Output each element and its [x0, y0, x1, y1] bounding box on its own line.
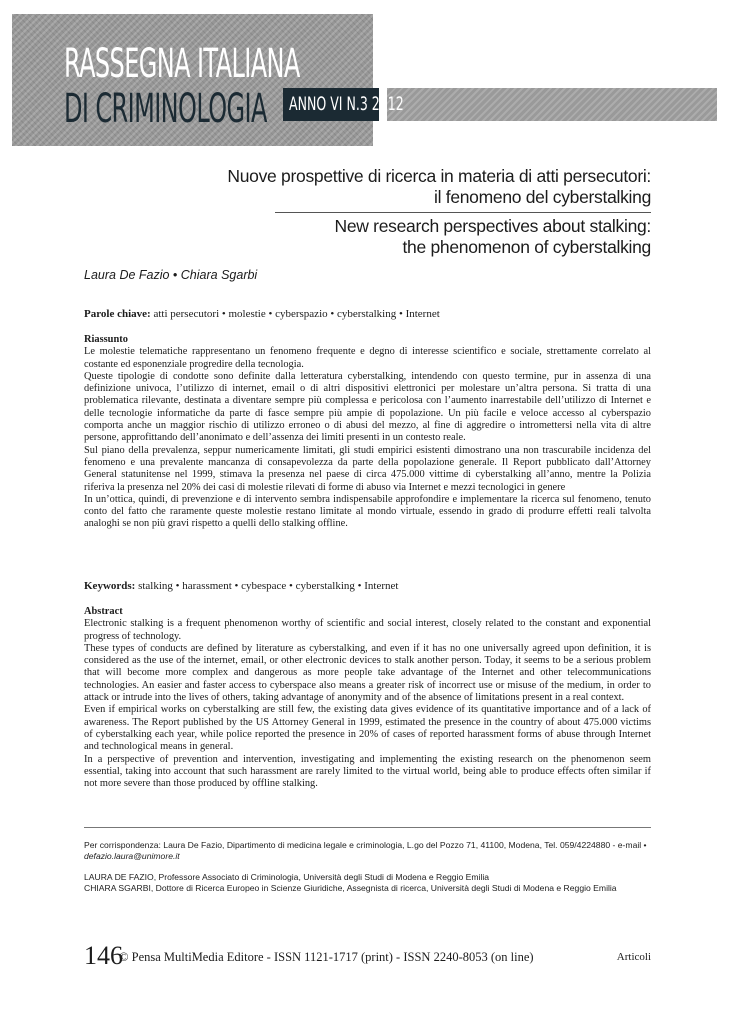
issue-label: ANNO VI N.3 2012 [289, 93, 404, 115]
riassunto-heading: Riassunto [84, 334, 128, 345]
abstract-paragraph: In a perspective of prevention and intervention, investigating and implementing the existing research on the phenomenon seem essential, taking into account that such harassment are rarely limited to the virtual world, being able to produce effects often similar if not more severe than those produced by offline stalking. [84, 753, 651, 790]
section-name: Articoli [616, 951, 651, 963]
abstract-paragraph: Electronic stalking is a frequent phenomenon worthy of scientific and social interest, closely related to the constant and exponential progress of technology. [84, 618, 651, 642]
title-en-line1: New research perspectives about stalking: [334, 216, 651, 236]
riassunto-paragraph: Sul piano della prevalenza, seppur numericamente limitati, gli studi empirici esistenti dimostrano una non trascurabile incidenza del fenomeno e una prevalente mancanza di consapevolezza da parte della popolazione generale. Il Report pubblicato dall’Attorney General statunitense nel 1999, stimava la presenza nel paese di circa 475.000 vittime di cyberstalking all’anno, mentre la Polizia riferiva la presenza nel 20% dei casi di molestie rilevati di forme di abuso via Internet e mezzi tecnologici in genere [84, 444, 651, 493]
page-number: 146 [84, 941, 123, 970]
keywords-italian [84, 308, 651, 321]
article-title-english [335, 216, 651, 258]
publisher-info: © Pensa MultiMedia Editore - ISSN 1121-1717 (print) - ISSN 2240-8053 (on line) [119, 950, 534, 964]
abstract-heading: Abstract [84, 606, 123, 617]
title-divider [275, 212, 651, 213]
abstract-paragraph: Even if empirical works on cyberstalking are still few, the existing data gives evidence of its quantitative importance and of a lack of awareness. The Report published by the US Attorney General in 1999, estimated the presence in the country of about 475.000 victims of cyberstalking each year, while police reported the presence in 20% of cases of reported harassment forms of abuse through Internet and technological means in general. [84, 704, 651, 753]
correspondence-note [84, 840, 651, 862]
riassunto-paragraph: In un’ottica, quindi, di prevenzione e di intervento sembra indispensabile approfondire e implementare la ricerca sul fenomeno, tenuto conto del fatto che raramente queste molestie restano limitate al mondo virtuale, essendo in grado di produrre effetti reali talvolta analoghi se non più gravi rispetto a quelli dello stalking offline. [84, 493, 651, 530]
riassunto-section [84, 334, 651, 531]
correspondence-email[interactable]: defazio.laura@unimore.it [84, 851, 180, 862]
correspondence-text: Per corrispondenza: Laura De Fazio, Dipartimento di medicina legale e criminologia, L.go del Pozzo 71, 41100, Modena, Tel. 059/4224880 - e-mail • [84, 840, 647, 850]
abstract-paragraph: These types of conducts are defined by literature as cyberstalking, and even if it has no one universally agreed upon definition, it is considered as the use of the internet, email, or other electronic devices to stalk another person. Today, it seems to be a serious problem that will become more complex and dangerous as more people take advantage of the Internet and other telecommunications technologies. An easier and faster access to cyberspace also means a greater risk of incorrect use or misuse of the medium, in order to attack or intrude into the lives of others, taking advantage of anonymity and of the absence of limitations present in a real context. [84, 642, 651, 704]
title-en-line2: the phenomenon of cyberstalking [402, 237, 651, 257]
riassunto-paragraph: Queste tipologie di condotte sono definite dalla letteratura cyberstalking, intendendo con questo termine, pur in assenza di una definizione univoca, l’utilizzo di internet, email o di altri dispositivi elettronici per molestare un’altra persona. Si tratta di una problematica rilevante, destinata a diventare sempre più complessa e pericolosa con l’aumento inarrestabile dell’utilizzo di Internet e delle tecnologie informatiche da parte di fasce sempre più ampie di popolazione. Un più facile e veloce accesso al cyberspazio comporta anche un maggior rischio di utilizzo erroneo o di abusi del mezzo, al fine di aggredire o intromettersi nella vita di altre persone, approfittando dell’anonimato e dell’assenza dei limiti presenti in un contesto reale. [84, 370, 651, 444]
keywords-en-text: stalking • harassment • cybespace • cyberstalking • Internet [138, 580, 399, 592]
footnote-divider [84, 827, 651, 828]
abstract-section [84, 606, 651, 790]
riassunto-paragraph: Le molestie telematiche rappresentano un fenomeno frequente e degno di interesse scientifico e sociale, strettamente correlato al costante ed esponenziale progredire della tecnologia. [84, 346, 651, 370]
masthead-strip [387, 88, 717, 121]
title-it-line1: Nuove prospettive di ricerca in materia di atti persecutori: [227, 166, 651, 186]
journal-title-line2: DI CRIMINOLOGIA [64, 86, 267, 132]
affiliation-item: LAURA DE FAZIO, Professore Associato di Criminologia, Università degli Studi di Modena e Reggio Emilia [84, 872, 490, 882]
page-footer [84, 940, 651, 974]
article-title-italian [227, 166, 651, 208]
title-it-line2: il fenomeno del cyberstalking [434, 187, 651, 207]
affiliations [84, 872, 651, 894]
authors: Laura De Fazio • Chiara Sgarbi [84, 268, 258, 282]
keywords-it-text: atti persecutori • molestie • cyberspazio • cyberstalking • Internet [153, 308, 440, 320]
journal-title-line1: RASSEGNA ITALIANA [64, 41, 300, 87]
keywords-it-label: Parole chiave: [84, 308, 151, 320]
affiliation-item: CHIARA SGARBI, Dottore di Ricerca Europeo in Scienze Giuridiche, Assegnista di ricerca, Università degli Studi di Modena e Reggio Emilia [84, 883, 617, 894]
keywords-en-label: Keywords: [84, 580, 136, 592]
keywords-english [84, 580, 651, 593]
